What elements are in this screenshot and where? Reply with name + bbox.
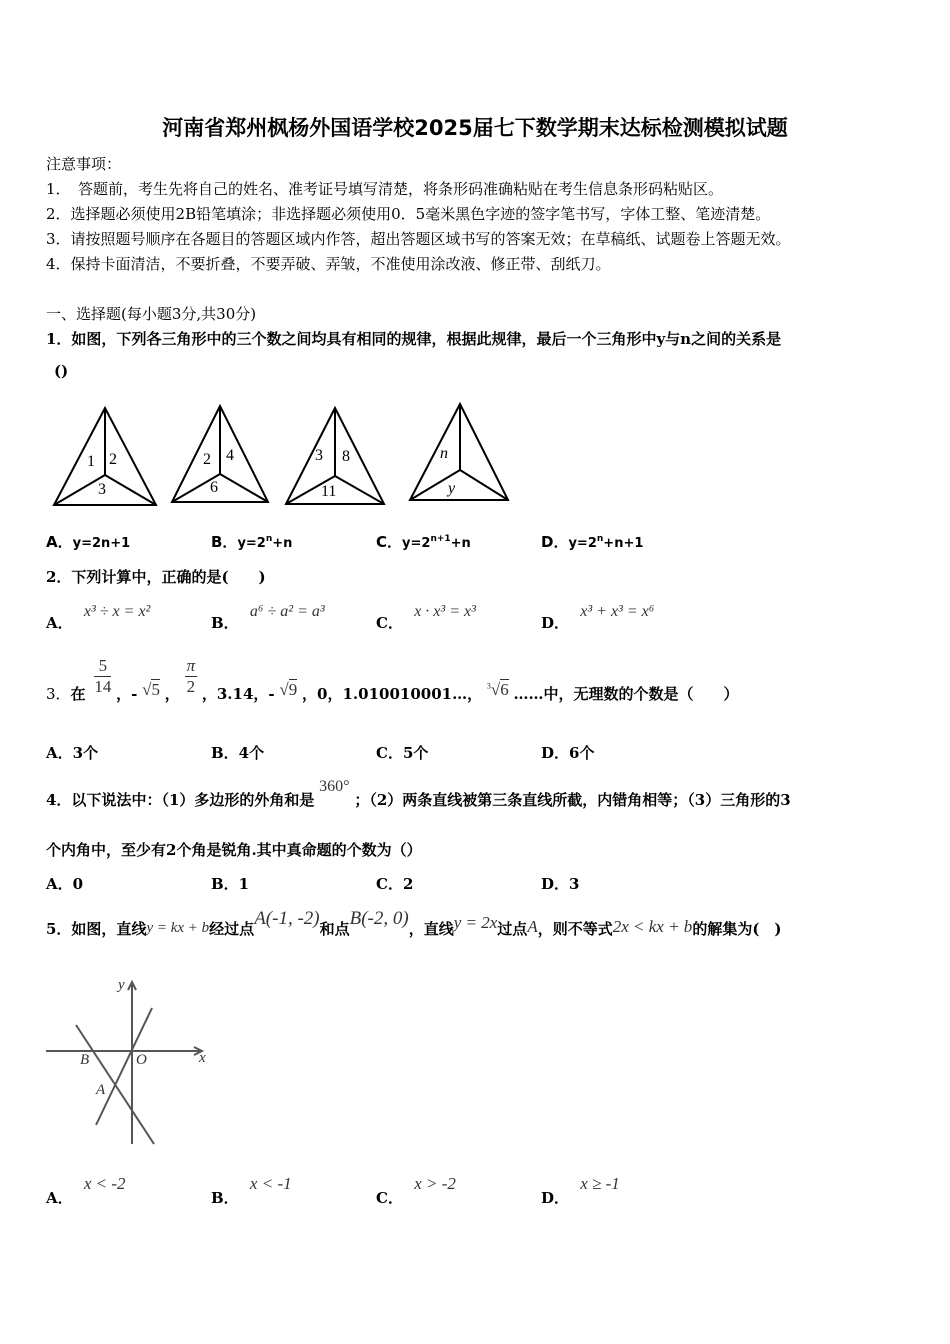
q1-option-d[interactable]	[541, 531, 643, 552]
option-text: y=2	[568, 536, 597, 551]
q5-p3: 和点	[319, 920, 350, 938]
point-a: A(-1, -2)	[254, 908, 320, 929]
tri3-left-number: 3	[315, 447, 323, 464]
q5-graph-figure	[44, 970, 214, 1148]
option-label: C．	[376, 1189, 403, 1207]
notice-item-2: 2．选择题必须使用2B铅笔填涂；非选择题必须使用0．5毫米黑色字迹的签字笔书写，字体工整、笔迹清楚。	[46, 205, 771, 223]
q3-stem	[46, 656, 739, 703]
q2-option-b[interactable]	[211, 600, 325, 632]
q4-stem-line1	[46, 775, 791, 809]
cube-root-6: $^3$√6	[486, 680, 509, 699]
q5-p4: ，直线	[408, 920, 454, 938]
q1-option-b[interactable]	[211, 531, 292, 552]
q1-stem: 1．如图，下列各三角形中的三个数之间均具有相同的规律，根据此规律，最后一个三角形中y与n之间的关系是	[46, 330, 782, 348]
q2-option-a[interactable]	[46, 600, 151, 632]
q4-pre: 4．以下说法中：（1）多边形的外角和是	[46, 791, 315, 809]
radicand: 6	[500, 680, 509, 699]
q2-option-d[interactable]	[541, 600, 655, 632]
notice-item-3: 3．请按照题号顺序在各题目的答题区域内作答，超出答题区域书写的答案无效；在草稿纸、试题卷上答题无效。	[46, 230, 791, 248]
option-text-tail: +n+1	[603, 536, 644, 551]
option-expr: x > -2	[414, 1174, 456, 1193]
option-label: B．	[211, 614, 239, 632]
radicand: 9	[288, 680, 298, 699]
tri4-bottom-letter: y	[448, 480, 456, 497]
inequality: 2x < kx + b	[612, 917, 693, 936]
option-text-tail: +n	[272, 536, 293, 551]
origin-label: O	[136, 1052, 147, 1068]
option-expr: a⁶ ÷ a² = a³	[249, 603, 325, 620]
q5-option-b[interactable]	[211, 1173, 292, 1207]
option-text: y=2	[402, 536, 431, 551]
angle-360: 360°	[319, 778, 350, 795]
root-index: 3	[486, 681, 491, 691]
option-exponent: n	[265, 534, 273, 544]
q5-p6: ，则不等式	[537, 920, 613, 938]
tri2-left-number: 2	[203, 451, 211, 468]
q3-rest2: ，0，1.010010001…，	[302, 685, 483, 703]
q4-option-b[interactable]: B．1	[211, 875, 250, 893]
q1-paren: ()	[54, 362, 69, 380]
option-label: D．	[541, 614, 570, 632]
q4-stem-line2: 个内角中，至少有2个角是锐角.其中真命题的个数为（）	[46, 841, 422, 859]
point-a-label: A	[527, 917, 538, 936]
q3-option-a[interactable]: A．3个	[46, 744, 99, 762]
sqrt-9: √9	[279, 680, 298, 699]
q1-triangles-figure	[50, 400, 520, 510]
q1-option-a[interactable]	[46, 531, 130, 552]
tri1-bottom-number: 3	[98, 481, 106, 498]
option-expr: x < -1	[249, 1174, 292, 1193]
q3-option-c[interactable]: C．5个	[376, 744, 429, 762]
q3-zai: 在	[70, 685, 86, 703]
option-label: C．	[376, 614, 403, 632]
q5-option-c[interactable]	[376, 1173, 456, 1207]
q5-option-a[interactable]	[46, 1173, 126, 1207]
option-text: y=2n+1	[72, 536, 131, 551]
notice-heading: 注意事项：	[46, 155, 122, 173]
option-expr: x < -2	[83, 1174, 126, 1193]
option-label: C．	[376, 533, 403, 551]
x-axis-label: x	[199, 1050, 206, 1066]
notice-item-4: 4．保持卡面清洁，不要折叠，不要弄破、弄皱，不准使用涂改液、修正带、刮纸刀。	[46, 255, 611, 273]
q4-option-d[interactable]: D．3	[541, 875, 580, 893]
option-exponent: n+1	[430, 534, 451, 544]
tri4-left-letter: n	[440, 445, 448, 462]
tri2-right-number: 4	[226, 447, 234, 464]
q5-stem	[46, 908, 782, 938]
q3-option-b[interactable]: B．4个	[211, 744, 265, 762]
page-title: 河南省郑州枫杨外国语学校2025届七下数学期末达标检测模拟试题	[162, 116, 788, 140]
option-expr: x³ + x³ = x⁶	[580, 603, 655, 620]
q4-post: ；（2）两条直线被第三条直线所截，内错角相等；（3）三角形的3	[354, 791, 791, 809]
q5-option-d[interactable]	[541, 1173, 620, 1207]
expr-kx-b: y = kx + b	[146, 920, 210, 936]
fraction-numerator: 5	[94, 656, 111, 677]
section-heading: 一、选择题(每小题3分,共30分)	[46, 305, 257, 323]
option-text: y=2	[237, 536, 266, 551]
expr-2x: y = 2x	[453, 913, 498, 932]
option-exponent: n	[596, 534, 604, 544]
option-label: B．	[211, 1189, 239, 1207]
option-label: A．	[46, 533, 73, 551]
tri3-right-number: 8	[342, 448, 350, 465]
radicand: 5	[151, 680, 160, 699]
q5-p1: 5．如图，直线	[46, 920, 147, 938]
q3-rest1: ，3.14，-	[201, 685, 275, 703]
q5-p2: 经过点	[209, 920, 255, 938]
option-label: D．	[541, 1189, 570, 1207]
tri3-bottom-number: 11	[321, 483, 337, 500]
option-label: D．	[541, 533, 569, 551]
option-expr: x³ ÷ x = x²	[83, 603, 151, 620]
sqrt-5: √5	[142, 680, 160, 699]
q4-option-a[interactable]: A．0	[46, 875, 84, 893]
option-text-tail: +n	[450, 536, 471, 551]
q3-number: 3．	[46, 685, 71, 703]
q5-p5: 过点	[497, 920, 528, 938]
q4-option-c[interactable]: C．2	[376, 875, 414, 893]
q5-p7: 的解集为( )	[692, 920, 782, 938]
tri1-left-number: 1	[87, 453, 95, 470]
point-b-graph-label: B	[80, 1052, 90, 1068]
option-label: A．	[46, 1189, 73, 1207]
q3-tail: ……中，无理数的个数是（ ）	[513, 685, 739, 703]
q3-sep2: ，	[164, 685, 180, 703]
tri2-bottom-number: 6	[210, 479, 218, 496]
option-label: B．	[211, 533, 238, 551]
fraction-pi-2	[185, 656, 198, 697]
fraction-denominator: 2	[186, 677, 196, 696]
option-label: A．	[46, 614, 73, 632]
fraction-numerator: π	[186, 656, 196, 675]
point-b: B(-2, 0)	[349, 908, 409, 929]
q2-option-c[interactable]	[376, 600, 476, 632]
tri1-right-number: 2	[109, 451, 117, 468]
fraction-5-14	[94, 656, 111, 697]
point-a-graph-label: A	[96, 1082, 106, 1098]
q1-option-c[interactable]	[376, 531, 471, 552]
option-expr: x · x³ = x³	[414, 603, 476, 620]
option-expr: x ≥ -1	[580, 1174, 620, 1193]
q3-option-d[interactable]: D．6个	[541, 744, 595, 762]
q2-stem: 2．下列计算中，正确的是( )	[46, 568, 266, 586]
y-axis-label: y	[118, 977, 125, 993]
notice-item-1: 1． 答题前，考生先将自己的姓名、准考证号填写清楚，将条形码准确粘贴在考生信息条形码粘贴区。	[46, 180, 724, 198]
fraction-denominator: 14	[94, 677, 112, 696]
q3-sep1: ，-	[116, 685, 138, 703]
